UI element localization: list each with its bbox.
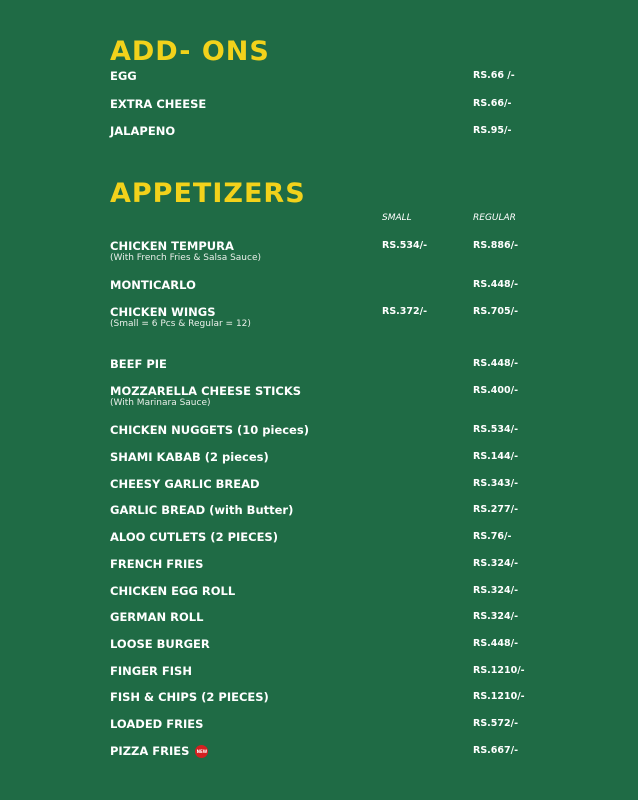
item-name: EXTRA CHEESE xyxy=(110,97,207,111)
item-price-regular: RS.572/- xyxy=(473,718,519,729)
item-price-regular: RS.1210/- xyxy=(473,691,525,702)
menu-item-chicken-wings xyxy=(110,305,638,335)
item-price-regular: RS.448/- xyxy=(473,638,519,649)
new-badge: NEW xyxy=(195,745,208,758)
item-price-small: RS.534/- xyxy=(382,240,428,251)
item-price-regular: RS.277/- xyxy=(473,504,519,515)
item-name: CHICKEN NUGGETS (10 pieces) xyxy=(110,423,309,437)
item-price-regular: RS.400/- xyxy=(473,385,519,396)
menu-item-french-fries xyxy=(110,557,638,587)
item-note: (Small = 6 Pcs & Regular = 12) xyxy=(110,319,251,329)
item-price-small: RS.372/- xyxy=(382,306,428,317)
item-name: BEEF PIE xyxy=(110,357,167,371)
item-name: MONTICARLO xyxy=(110,278,196,292)
item-price-regular: RS.448/- xyxy=(473,358,519,369)
addon-item-extra-cheese xyxy=(110,97,638,127)
addon-item-jalapeno xyxy=(110,124,638,154)
item-name: EGG xyxy=(110,69,137,83)
item-name: LOADED FRIES xyxy=(110,717,204,731)
item-name: GARLIC BREAD (with Butter) xyxy=(110,503,294,517)
menu-item-shami-kabab xyxy=(110,450,638,480)
item-price: RS.66 /- xyxy=(473,70,515,81)
appetizers-title: APPETIZERS xyxy=(110,178,306,209)
menu-item-fish-and-chips xyxy=(110,690,638,720)
menu-item-pizza-fries xyxy=(110,744,638,774)
item-note: (With French Fries & Salsa Sauce) xyxy=(110,253,261,263)
item-price-regular: RS.534/- xyxy=(473,424,519,435)
item-name: GERMAN ROLL xyxy=(110,610,204,624)
item-note: (With Marinara Sauce) xyxy=(110,398,211,408)
item-price-regular: RS.886/- xyxy=(473,240,519,251)
item-name: PIZZA FRIES xyxy=(110,744,190,758)
item-name: MOZZARELLA CHEESE STICKS xyxy=(110,384,302,398)
item-name: FINGER FISH xyxy=(110,664,192,678)
item-price-regular: RS.144/- xyxy=(473,451,519,462)
menu-item-chicken-tempura xyxy=(110,239,638,269)
item-price-regular: RS.667/- xyxy=(473,745,519,756)
menu-item-loaded-fries xyxy=(110,717,638,747)
item-price-regular: RS.324/- xyxy=(473,558,519,569)
menu-item-beef-pie xyxy=(110,357,638,387)
menu-item-garlic-bread xyxy=(110,503,638,533)
item-name-wrap xyxy=(110,744,208,758)
item-name: ALOO CUTLETS (2 PIECES) xyxy=(110,530,278,544)
item-name: SHAMI KABAB (2 pieces) xyxy=(110,450,269,464)
item-name: FISH & CHIPS (2 PIECES) xyxy=(110,690,269,704)
column-header-small: SMALL xyxy=(382,213,412,223)
item-price-regular: RS.324/- xyxy=(473,611,519,622)
item-price-regular: RS.1210/- xyxy=(473,665,525,676)
column-header-regular: REGULAR xyxy=(473,213,516,223)
column-headers xyxy=(110,213,638,227)
item-price: RS.66/- xyxy=(473,98,512,109)
item-name: CHICKEN WINGS xyxy=(110,305,216,319)
item-name: JALAPENO xyxy=(110,124,176,138)
addons-title: ADD- ONS xyxy=(110,36,270,67)
menu-item-chicken-nuggets xyxy=(110,423,638,453)
item-name: LOOSE BURGER xyxy=(110,637,210,651)
item-price-regular: RS.324/- xyxy=(473,585,519,596)
item-price-regular: RS.76/- xyxy=(473,531,512,542)
item-price-regular: RS.343/- xyxy=(473,478,519,489)
item-name: CHICKEN EGG ROLL xyxy=(110,584,236,598)
menu-item-german-roll xyxy=(110,610,638,640)
item-price: RS.95/- xyxy=(473,125,512,136)
menu-item-loose-burger xyxy=(110,637,638,667)
item-name: CHICKEN TEMPURA xyxy=(110,239,234,253)
item-price-regular: RS.448/- xyxy=(473,279,519,290)
menu-item-aloo-cutlets xyxy=(110,530,638,560)
item-price-regular: RS.705/- xyxy=(473,306,519,317)
menu-item-mozzarella-cheese-sticks xyxy=(110,384,638,414)
item-name: FRENCH FRIES xyxy=(110,557,204,571)
menu-item-monticarlo xyxy=(110,278,638,308)
addon-item-egg xyxy=(110,69,638,99)
item-name: CHEESY GARLIC BREAD xyxy=(110,477,260,491)
